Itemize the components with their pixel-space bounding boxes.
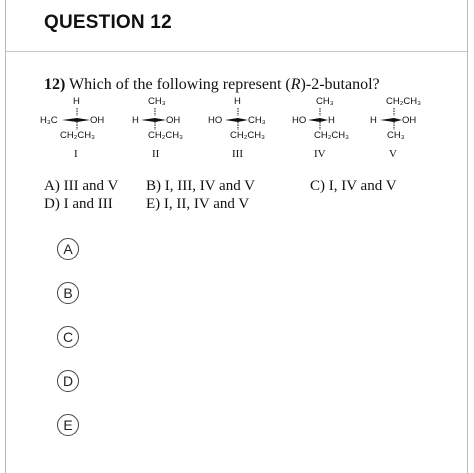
structure-IV-label: IV (314, 148, 326, 160)
structure-II-bonds (128, 96, 208, 146)
structure-V (370, 96, 460, 166)
structure-V-bonds (370, 96, 460, 146)
question-prompt (44, 76, 380, 94)
structure-III (208, 96, 288, 166)
structure-III-bottom: CH₂CH₃ (230, 130, 265, 141)
choice-e-letter: E (63, 417, 73, 433)
structure-I-bottom: CH₂CH₃ (60, 130, 95, 141)
choice-d-letter: D (62, 373, 74, 389)
structure-III-top: H (234, 96, 241, 107)
choice-a-radio[interactable] (57, 238, 79, 260)
structure-II (128, 96, 208, 166)
choice-e-radio[interactable] (57, 414, 79, 436)
question-text-start: Which of the following represent ( (69, 76, 291, 93)
structure-IV-right: H (328, 115, 335, 126)
option-text-c: C) I, IV and V (310, 178, 397, 194)
structure-I-top: H (73, 96, 80, 107)
structure-IV-left: HO (292, 115, 307, 126)
structure-I (40, 96, 120, 166)
structure-V-top: CH₂CH₃ (386, 96, 421, 107)
choice-b-radio[interactable] (57, 282, 79, 304)
structure-IV (292, 96, 372, 166)
structure-II-right: OH (166, 115, 181, 126)
structure-I-label: I (74, 148, 78, 160)
structure-V-left: H (370, 115, 377, 126)
choice-d-radio[interactable] (57, 370, 79, 392)
structure-I-bonds (40, 96, 120, 146)
structure-III-bonds (208, 96, 288, 146)
question-text-config: R (290, 76, 301, 93)
structure-V-bottom: CH₃ (387, 130, 405, 141)
structure-II-top: CH₃ (148, 96, 166, 107)
choice-a-letter: A (63, 241, 73, 257)
option-text-a: A) III and V (44, 178, 119, 194)
structure-V-label: V (389, 148, 397, 160)
question-number: 12) (44, 76, 66, 93)
structure-I-left: H₃C (40, 115, 58, 126)
structure-II-left: H (132, 115, 139, 126)
option-text-d: D) I and III (44, 196, 113, 212)
option-text-e: E) I, II, IV and V (146, 196, 250, 212)
structure-IV-bottom: CH₂CH₃ (314, 130, 349, 141)
structure-IV-bonds (292, 96, 372, 146)
choice-c-radio[interactable] (57, 326, 79, 348)
structure-III-label: III (232, 148, 243, 160)
structure-III-right: CH₃ (248, 115, 266, 126)
choice-c-letter: C (62, 329, 74, 345)
structure-V-right: OH (402, 115, 417, 126)
option-text-b: B) I, III, IV and V (146, 178, 256, 194)
structure-II-label: II (152, 148, 160, 160)
question-text-end: )-2-butanol? (300, 76, 380, 93)
structure-II-bottom: CH₂CH₃ (148, 130, 183, 141)
choice-b-letter: B (63, 285, 73, 301)
structure-I-right: OH (90, 115, 105, 126)
structure-III-left: HO (208, 115, 223, 126)
structure-IV-top: CH₃ (316, 96, 334, 107)
question-title: QUESTION 12 (44, 12, 172, 33)
